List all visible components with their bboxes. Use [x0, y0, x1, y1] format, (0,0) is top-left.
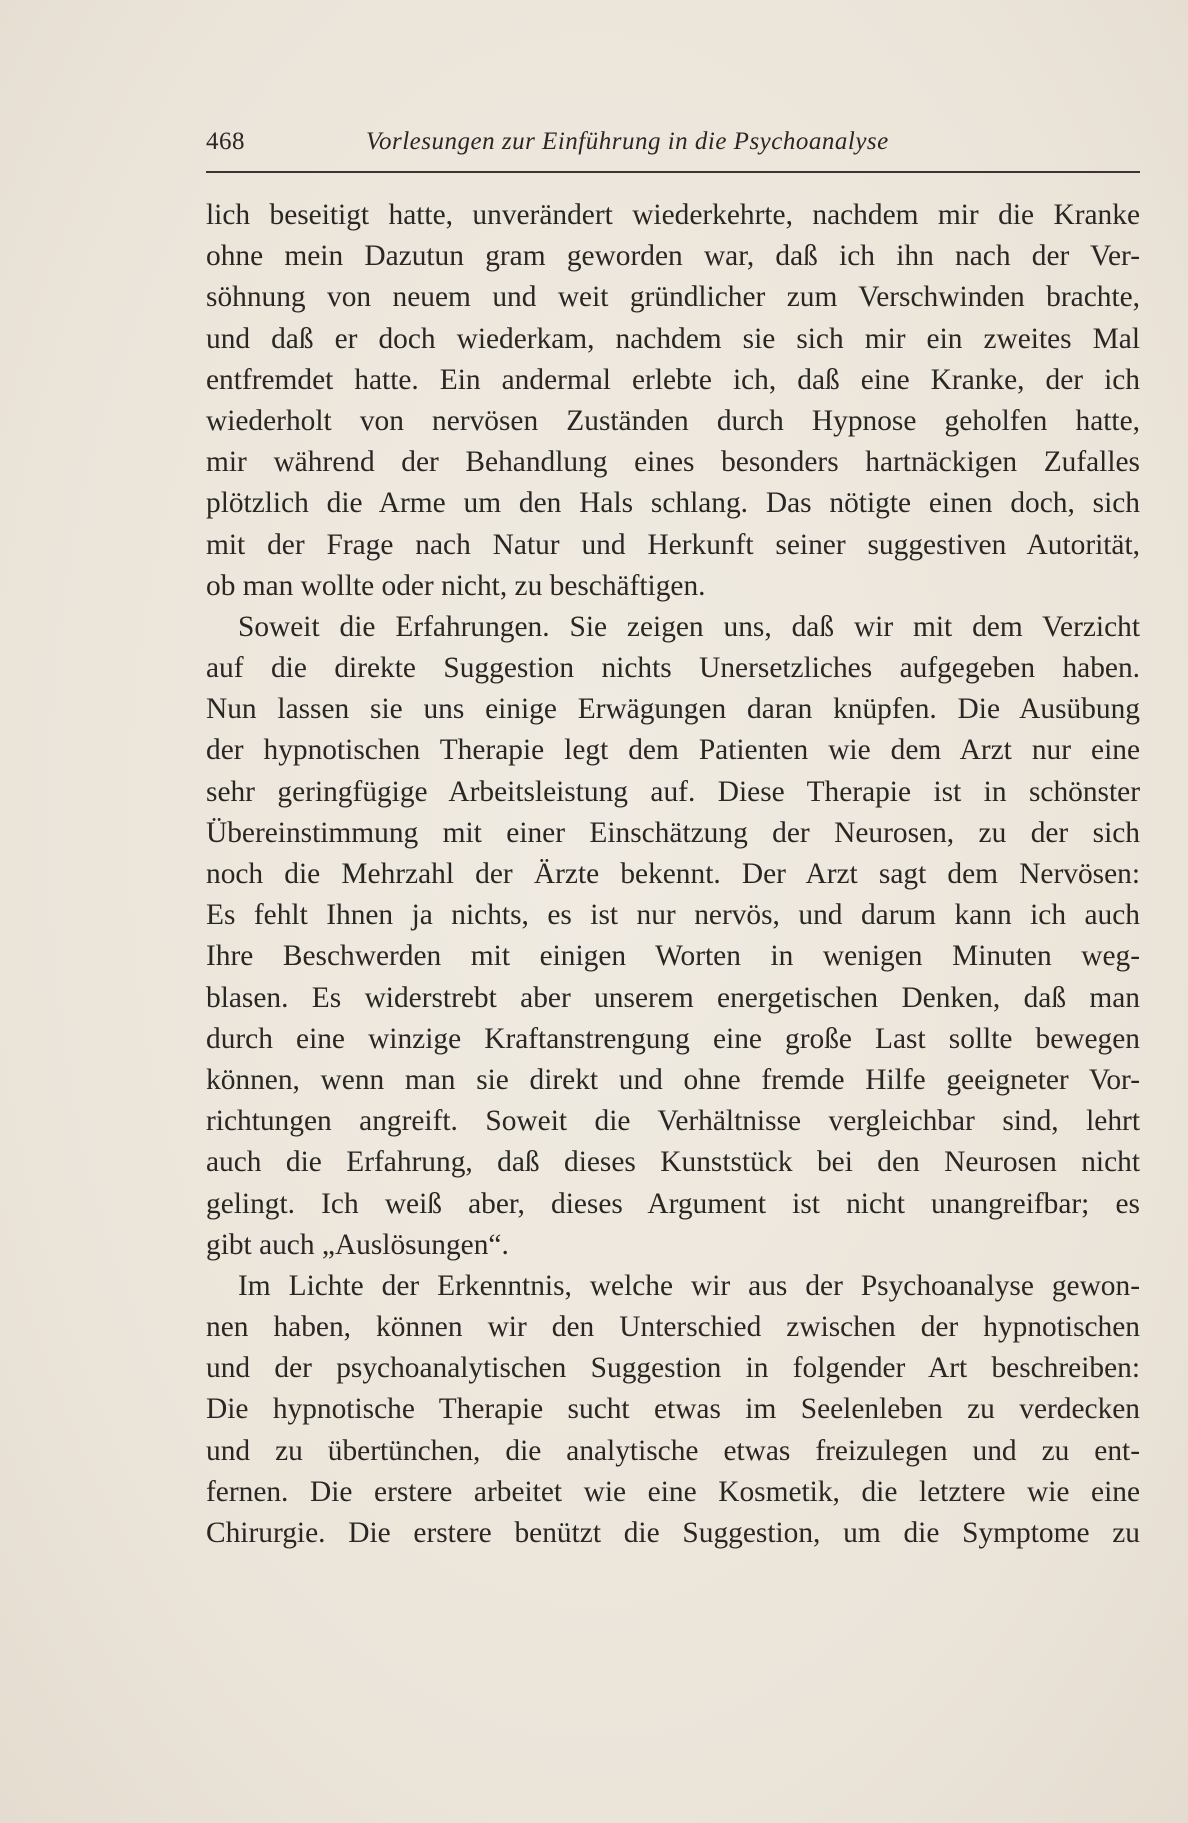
text-line: mit der Frage nach Natur und Herkunft seiner suggestiven Autorität, [206, 528, 1140, 561]
text-line: richtungen angreift. Soweit die Verhältnisse vergleichbar sind, lehrt [206, 1105, 1140, 1138]
text-line: fernen. Die erstere arbeitet wie eine Kosmetik, die letztere wie eine [206, 1475, 1140, 1508]
text-line: Im Lichte der Erkenntnis, welche wir aus der Psychoanalyse gewon- [238, 1269, 1140, 1302]
text-line: durch eine winzige Kraftanstrengung eine große Last sollte bewegen [206, 1022, 1140, 1055]
text-line: lich beseitigt hatte, unverändert wiederkehrte, nachdem mir die Kranke [206, 199, 1140, 231]
text-line: Chirurgie. Die erstere benützt die Suggestion, um die Symptome zu [206, 1517, 1140, 1549]
text-line: ohne mein Dazutun gram geworden war, daß ich ihn nach der Ver- [206, 240, 1140, 273]
text-line: Nun lassen sie uns einige Erwägungen daran knüpfen. Die Ausübung [206, 693, 1140, 726]
text-line: Soweit die Erfahrungen. Sie zeigen uns, daß wir mit dem Verzicht [238, 610, 1140, 643]
text-line: wiederholt von nervösen Zuständen durch Hypnose geholfen hatte, [206, 404, 1140, 437]
text-line: können, wenn man sie direkt und ohne fremde Hilfe geeigneter Vor- [206, 1063, 1140, 1096]
body-text [206, 195, 1140, 1554]
running-head: Vorlesungen zur Einführung in die Psychoanalyse [366, 128, 889, 155]
text-line: auf die direkte Suggestion nichts Unersetzliches aufgegeben haben. [206, 652, 1140, 685]
text-line: gelingt. Ich weiß aber, dieses Argument ist nicht unangreifbar; es [206, 1187, 1140, 1220]
text-line: und der psychoanalytischen Suggestion in folgender Art beschreiben: [206, 1352, 1140, 1385]
text-line: blasen. Es widerstrebt aber unserem energetischen Denken, daß man [206, 981, 1140, 1014]
text-line: entfremdet hatte. Ein andermal erlebte ich, daß eine Kranke, der ich [206, 363, 1140, 396]
text-line: Ihre Beschwerden mit einigen Worten in wenigen Minuten weg- [206, 940, 1140, 973]
page-number: 468 [206, 128, 245, 155]
text-line: ob man wollte oder nicht, zu beschäftigen. [206, 569, 706, 602]
page-header [206, 124, 1140, 168]
text-line: plötzlich die Arme um den Hals schlang. Das nötigte einen doch, sich [206, 487, 1140, 520]
text-line: und zu übertünchen, die analytische etwas freizulegen und zu ent- [206, 1434, 1140, 1467]
text-line: noch die Mehrzahl der Ärzte bekennt. Der Arzt sagt dem Nervösen: [206, 858, 1140, 890]
text-line: der hypnotischen Therapie legt dem Patienten wie dem Arzt nur eine [206, 734, 1140, 767]
text-line: Es fehlt Ihnen ja nichts, es ist nur nervös, und darum kann ich auch [206, 899, 1140, 932]
text-line: auch die Erfahrung, daß dieses Kunststück bei den Neurosen nicht [206, 1146, 1140, 1179]
text-line: gibt auch „Auslösungen“. [206, 1228, 509, 1261]
text-line: mir während der Behandlung eines besonders hartnäckigen Zufalles [206, 446, 1140, 479]
text-line: und daß er doch wiederkam, nachdem sie sich mir ein zweites Mal [206, 322, 1140, 355]
header-rule [206, 171, 1140, 173]
text-line: Die hypnotische Therapie sucht etwas im Seelenleben zu verdecken [206, 1393, 1140, 1426]
text-line: sehr geringfügige Arbeitsleistung auf. Diese Therapie ist in schönster [206, 775, 1140, 808]
text-line: söhnung von neuem und weit gründlicher zum Verschwinden brachte, [206, 281, 1140, 314]
text-line: Übereinstimmung mit einer Einschätzung der Neurosen, zu der sich [206, 816, 1140, 849]
text-line: nen haben, können wir den Unterschied zwischen der hypnotischen [206, 1311, 1140, 1344]
